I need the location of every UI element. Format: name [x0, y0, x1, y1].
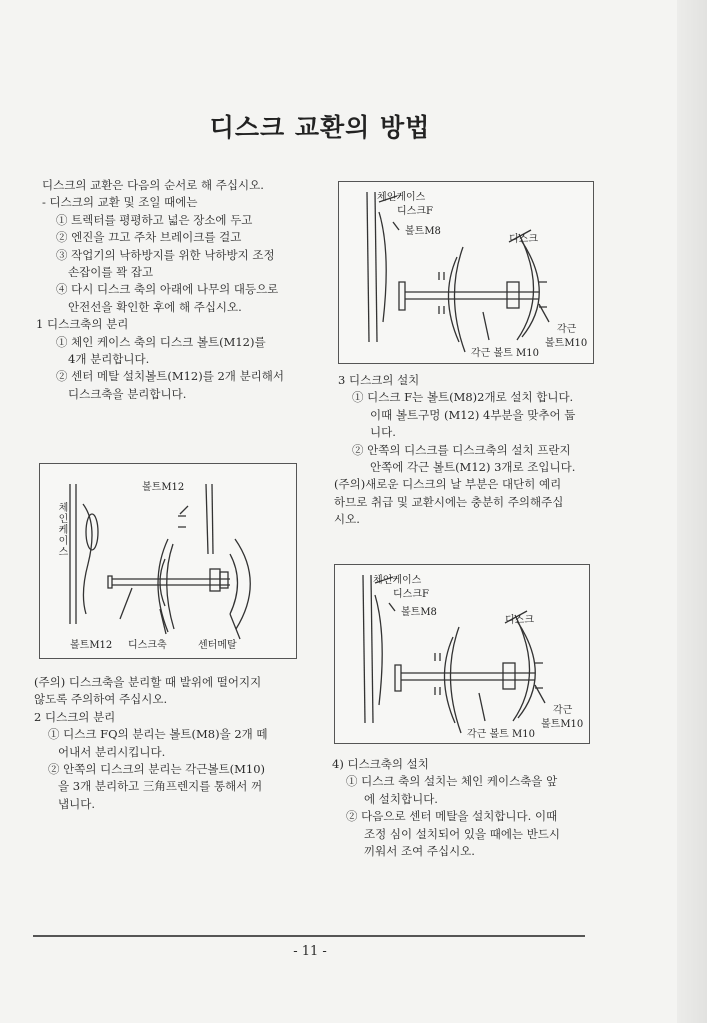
figure-disk-installation-2 [334, 564, 590, 744]
text-line: 니다. [370, 425, 396, 440]
note-line: (주의)새로운 디스크의 날 부분은 대단히 예리 [334, 477, 562, 492]
label-chain-case: 체인케이스 [373, 575, 422, 586]
text-line: ① 디스크 축의 설치는 체인 케이스축을 앞 [346, 774, 558, 789]
label-each-bolt-m10: 각근 볼트 M10 [471, 348, 539, 359]
text-line: 디스크축을 분리합니다. [68, 386, 187, 401]
label-disk-f: 디스크F [397, 206, 433, 217]
text-line: 끼워서 조여 주십시오. [364, 844, 475, 859]
text-line: ③ 작업기의 낙하방지를 위한 낙하방지 조정 [56, 247, 275, 262]
text-line: 에 설치합니다. [364, 791, 438, 806]
disk-shaft-diagram [40, 464, 296, 658]
label-each: 각근 [553, 705, 573, 716]
text-line: ① 트렉터를 평평하고 넓은 장소에 두고 [56, 212, 253, 227]
right-column-text [334, 372, 576, 529]
text-line: 어내서 분리시킵니다. [58, 744, 166, 759]
label-chain-case: 체인케이스 [56, 502, 67, 557]
figure-disk-shaft-removal [39, 463, 297, 659]
section-heading: 2 디스크의 분리 [34, 709, 116, 724]
page-title: 디스크 교환의 방법 [209, 113, 431, 142]
section-heading: 3 디스크의 설치 [338, 373, 420, 387]
text-line: ② 안쪽의 디스크의 분리는 각근볼트(M10) [48, 762, 266, 777]
label-bolt-m8: 볼트M8 [405, 226, 441, 237]
text-line: ④ 다시 디스크 축의 아래에 나무의 대등으로 [56, 282, 279, 297]
left-column-notes [34, 674, 268, 813]
note-line: 하므로 취급 및 교환시에는 충분히 주의해주십 [334, 494, 564, 509]
page-number: - 11 - [293, 944, 327, 959]
label-center-metal: 센터메탈 [198, 640, 237, 651]
footer-rule [33, 935, 585, 937]
text-line: ① 디스크 F는 볼트(M8)2개로 설치 합니다. [352, 390, 574, 405]
text-line: 이때 볼트구멍 (M12) 4부분을 맞추어 둡 [370, 407, 576, 422]
text-line: 냅니다. [58, 796, 95, 811]
figure-disk-installation-1 [338, 181, 594, 364]
note-line: (주의) 디스크축을 분리할 때 발위에 떨어지지 [34, 675, 262, 689]
text-line: 디스크의 교환은 다음의 순서로 해 주십시오. [42, 178, 264, 192]
right-column-bottom-text [332, 756, 560, 860]
note-line: 시오. [334, 512, 360, 527]
label-bolt-m12-bottom: 볼트M12 [70, 640, 113, 651]
text-line: ② 다음으로 센터 메탈을 설치합니다. 이때 [346, 809, 558, 824]
section-heading: 1 디스크축의 분리 [36, 317, 129, 332]
text-line: 을 3개 분리하고 三角프렌지를 통해서 꺼 [58, 779, 263, 794]
label-bolt-m12-top: 볼트M12 [142, 482, 185, 493]
text-line: 조정 심이 설치되어 있을 때에는 반드시 [364, 826, 561, 841]
text-line: 손잡이를 꽉 잡고 [68, 265, 154, 280]
text-line: 안전선을 확인한 후에 해 주십시오. [68, 299, 242, 314]
section-heading: 4) 디스크축의 설치 [332, 757, 429, 771]
label-each-bolt-m10: 각근 볼트 M10 [467, 729, 535, 740]
label-chain-case: 체인케이스 [377, 192, 426, 203]
text-line: ② 안쪽의 디스크를 디스크축의 설치 프란지 [352, 442, 571, 457]
scan-edge [677, 0, 707, 1023]
text-line: ① 체인 케이스 축의 디스크 볼트(M12)를 [56, 334, 266, 349]
note-line: 않도록 주의하여 주십시오. [34, 692, 168, 707]
label-bolt-m8: 볼트M8 [401, 607, 437, 618]
label-disk-f: 디스크F [393, 589, 429, 600]
text-line: - 디스크의 교환 및 조일 때에는 [42, 195, 198, 210]
text-line: 안쪽에 각근 볼트(M12) 3개로 조입니다. [370, 460, 576, 475]
text-line: ① 디스크 FQ의 분리는 볼트(M8)을 2개 떼 [48, 727, 268, 742]
label-disk: 디스크 [505, 615, 534, 626]
text-line: ② 센터 메탈 설치볼트(M12)를 2개 분리해서 [56, 369, 285, 384]
label-bolt-m10: 볼트M10 [545, 338, 588, 349]
label-bolt-m10: 볼트M10 [541, 719, 584, 730]
text-line: ② 엔진을 끄고 주차 브레이크를 걸고 [56, 230, 242, 245]
label-disk-shaft: 디스크축 [128, 640, 167, 651]
left-column-text [36, 177, 285, 403]
text-line: 4개 분리합니다. [68, 352, 150, 367]
label-disk: 디스크 [509, 234, 538, 245]
label-each: 각근 [557, 324, 577, 335]
